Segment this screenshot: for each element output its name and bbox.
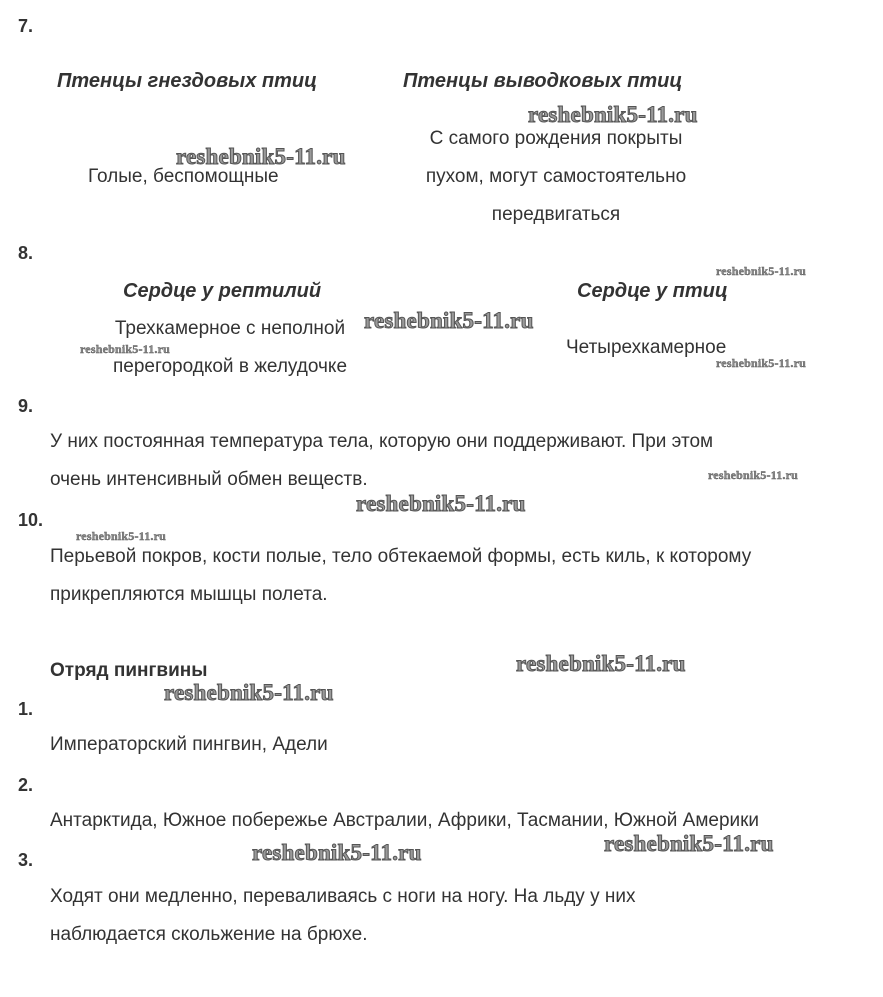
q7-precocial-line3: передвигаться: [491, 204, 621, 225]
q8-reptiles-line2: перегородкой в желудочке: [112, 356, 348, 377]
q7-nestling-text: Голые, беспомощные: [88, 166, 279, 187]
watermark: reshebnik5-11.ru: [176, 144, 346, 169]
watermark: reshebnik5-11.ru: [164, 680, 334, 705]
q8-heading-reptiles: Сердце у рептилий: [123, 280, 322, 302]
q7-heading-nestling: Птенцы гнездовых птиц: [57, 70, 318, 92]
penguins-q1-text: Императорский пингвин, Адели: [50, 734, 328, 755]
watermark: reshebnik5-11.ru: [716, 264, 806, 278]
q7-heading-precocial: Птенцы выводковых птиц: [403, 70, 683, 92]
watermark: reshebnik5-11.ru: [356, 491, 526, 516]
q7-precocial-line2: пухом, могут самостоятельно: [425, 166, 687, 187]
q7-precocial-line1: С самого рождения покрыты: [429, 128, 683, 149]
watermark: reshebnik5-11.ru: [604, 831, 774, 856]
q10-line1: Перьевой покров, кости полые, тело обтекаемой формы, есть киль, к которому: [50, 546, 752, 567]
penguins-q3-line1: Ходят они медленно, переваливаясь с ноги на ногу. На льду у них: [50, 886, 636, 907]
penguins-q3-number: 3.: [18, 850, 34, 870]
q8-number: 8.: [18, 243, 34, 263]
q9-line1: У них постоянная температура тела, которую они поддерживают. При этом: [50, 431, 714, 452]
penguins-q3-line2: наблюдается скольжение на брюхе.: [50, 924, 368, 945]
q10-line2: прикрепляются мышцы полета.: [50, 584, 328, 605]
watermark: reshebnik5-11.ru: [364, 308, 534, 333]
q9-line2: очень интенсивный обмен веществ.: [50, 469, 368, 490]
watermark: reshebnik5-11.ru: [76, 529, 166, 543]
q9-number: 9.: [18, 396, 34, 416]
watermark: reshebnik5-11.ru: [80, 342, 170, 356]
watermark: reshebnik5-11.ru: [252, 840, 422, 865]
q8-heading-birds: Сердце у птиц: [577, 280, 728, 302]
penguins-q2-text: Антарктида, Южное побережье Австралии, Африки, Тасмании, Южной Америки: [50, 810, 760, 831]
q8-reptiles-line1: Трехкамерное с неполной: [114, 318, 346, 339]
q10-number: 10.: [18, 510, 44, 530]
watermark: reshebnik5-11.ru: [516, 651, 686, 676]
watermark: reshebnik5-11.ru: [716, 356, 806, 370]
q7-number: 7.: [18, 16, 34, 36]
penguins-q2-number: 2.: [18, 775, 34, 795]
penguins-heading: Отряд пингвины: [50, 660, 208, 681]
q8-birds-text: Четырехкамерное: [566, 337, 727, 358]
penguins-q1-number: 1.: [18, 699, 34, 719]
watermark: reshebnik5-11.ru: [708, 468, 798, 482]
watermark: reshebnik5-11.ru: [528, 102, 698, 127]
